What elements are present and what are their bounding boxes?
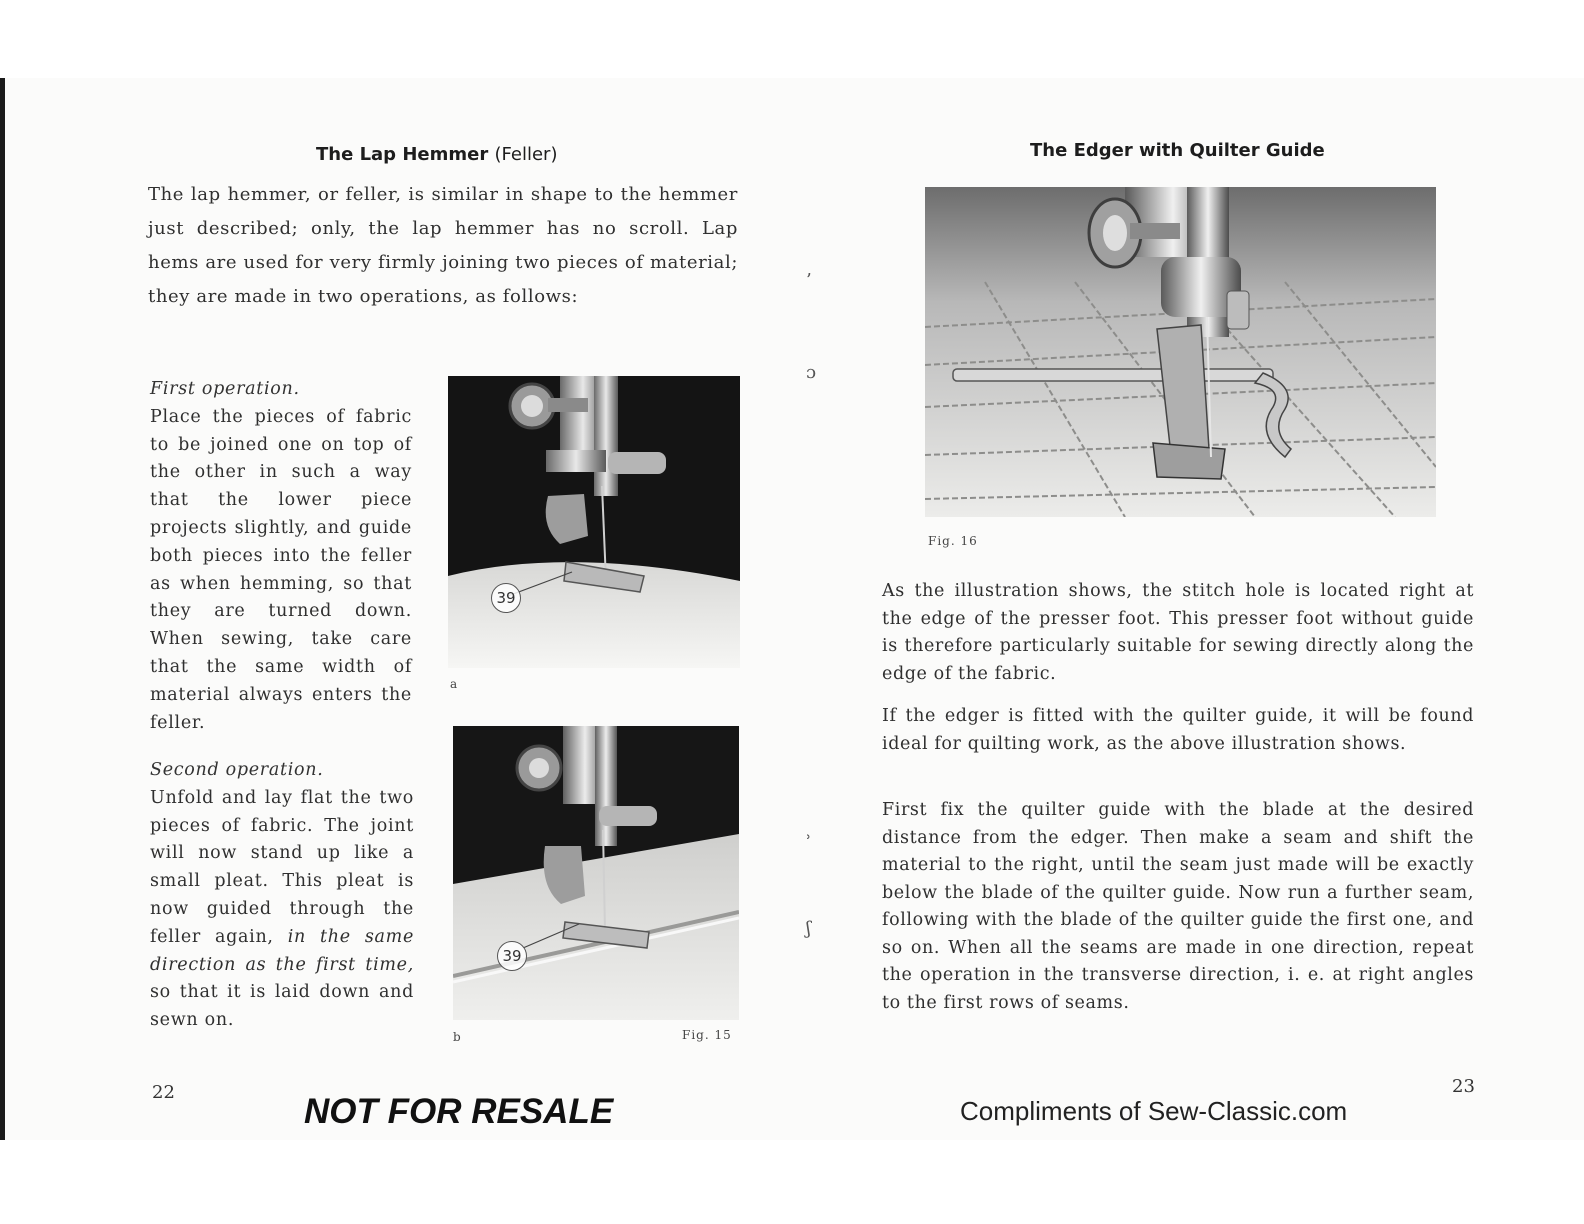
binding-mark: ɔ bbox=[806, 362, 817, 383]
first-operation bbox=[150, 376, 412, 737]
lap-hemmer-first-operation-illustration bbox=[448, 376, 740, 668]
second-operation-text: Unfold and lay flat the two pieces of fabric. The joint will now stand up like a small pleat. This pleat is now guided through the feller again, bbox=[150, 787, 414, 947]
scan-edge bbox=[0, 78, 5, 1140]
part-callout-39: 39 bbox=[497, 941, 527, 971]
not-for-resale-notice: NOT FOR RESALE bbox=[304, 1092, 614, 1131]
fig-16-caption: Fig. 16 bbox=[928, 534, 978, 548]
lap-hemmer-second-operation-illustration bbox=[453, 726, 739, 1020]
binding-mark: ’ bbox=[806, 270, 812, 291]
first-operation-heading: First operation. bbox=[150, 379, 300, 399]
second-operation-text-end: so that it is laid down and sewn on. bbox=[150, 982, 414, 1031]
second-operation-heading: Second operation. bbox=[150, 760, 324, 780]
fig-15a-photo bbox=[448, 376, 740, 668]
page-gutter bbox=[804, 78, 820, 1140]
fig-15b-label: b bbox=[453, 1030, 462, 1044]
binding-mark: ʃ bbox=[806, 918, 811, 939]
fig-15a-label: a bbox=[450, 677, 459, 691]
right-page-number: 23 bbox=[1452, 1076, 1475, 1097]
first-operation-text: Place the pieces of fabric to be joined one on top of the other in such a way that the lower piece projects slightly, and guide both pieces into the feller as when hemming, so that they are turned down. When sewing, take care that the same width of material always enters the feller. bbox=[150, 406, 412, 733]
left-page-title: The Lap Hemmer (Feller) bbox=[316, 144, 558, 165]
fig-16-photo bbox=[925, 187, 1436, 517]
second-operation-emphasis: in the same direction as the first time, bbox=[150, 926, 414, 975]
fig-15b-photo bbox=[453, 726, 739, 1020]
left-page-number: 22 bbox=[152, 1082, 175, 1103]
fig-15-caption: Fig. 15 bbox=[682, 1028, 732, 1042]
right-paragraph-1: As the illustration shows, the stitch hole is located right at the edge of the presser foot. This presser foot without guide is therefore particularly suitable for sewing directly along the edge of the fabric. bbox=[882, 581, 1474, 684]
right-page-title: The Edger with Quilter Guide bbox=[1030, 140, 1325, 161]
edger-quilter-guide-illustration bbox=[925, 187, 1436, 517]
right-paragraph-2: If the edger is fitted with the quilter guide, it will be found ideal for quilting work, as the above illustration shows. bbox=[882, 706, 1474, 754]
intro-paragraph: The lap hemmer, or feller, is similar in shape to the hemmer just described; only, the lap hemmer has no scroll. Lap hems are used for very firmly joining two pieces of material; they are made in two operations, as follows: bbox=[148, 184, 738, 307]
part-callout-39: 39 bbox=[491, 583, 521, 613]
right-paragraph-3: First fix the quilter guide with the blade at the desired distance from the edger. Then make a seam and shift the material to the right, until the seam just made will be exactly below the blade of the quilter guide. Now run a further seam, following with the blade of the quilter guide the first one, and so on. When all the seams are made in one direction, repeat the operation in the transverse direction, i. e. at right angles to the first rows of seams. bbox=[882, 800, 1474, 1013]
sew-classic-credit: Compliments of Sew-Classic.com bbox=[960, 1096, 1348, 1126]
binding-mark: ʾ bbox=[806, 832, 812, 853]
second-operation bbox=[150, 757, 414, 1035]
